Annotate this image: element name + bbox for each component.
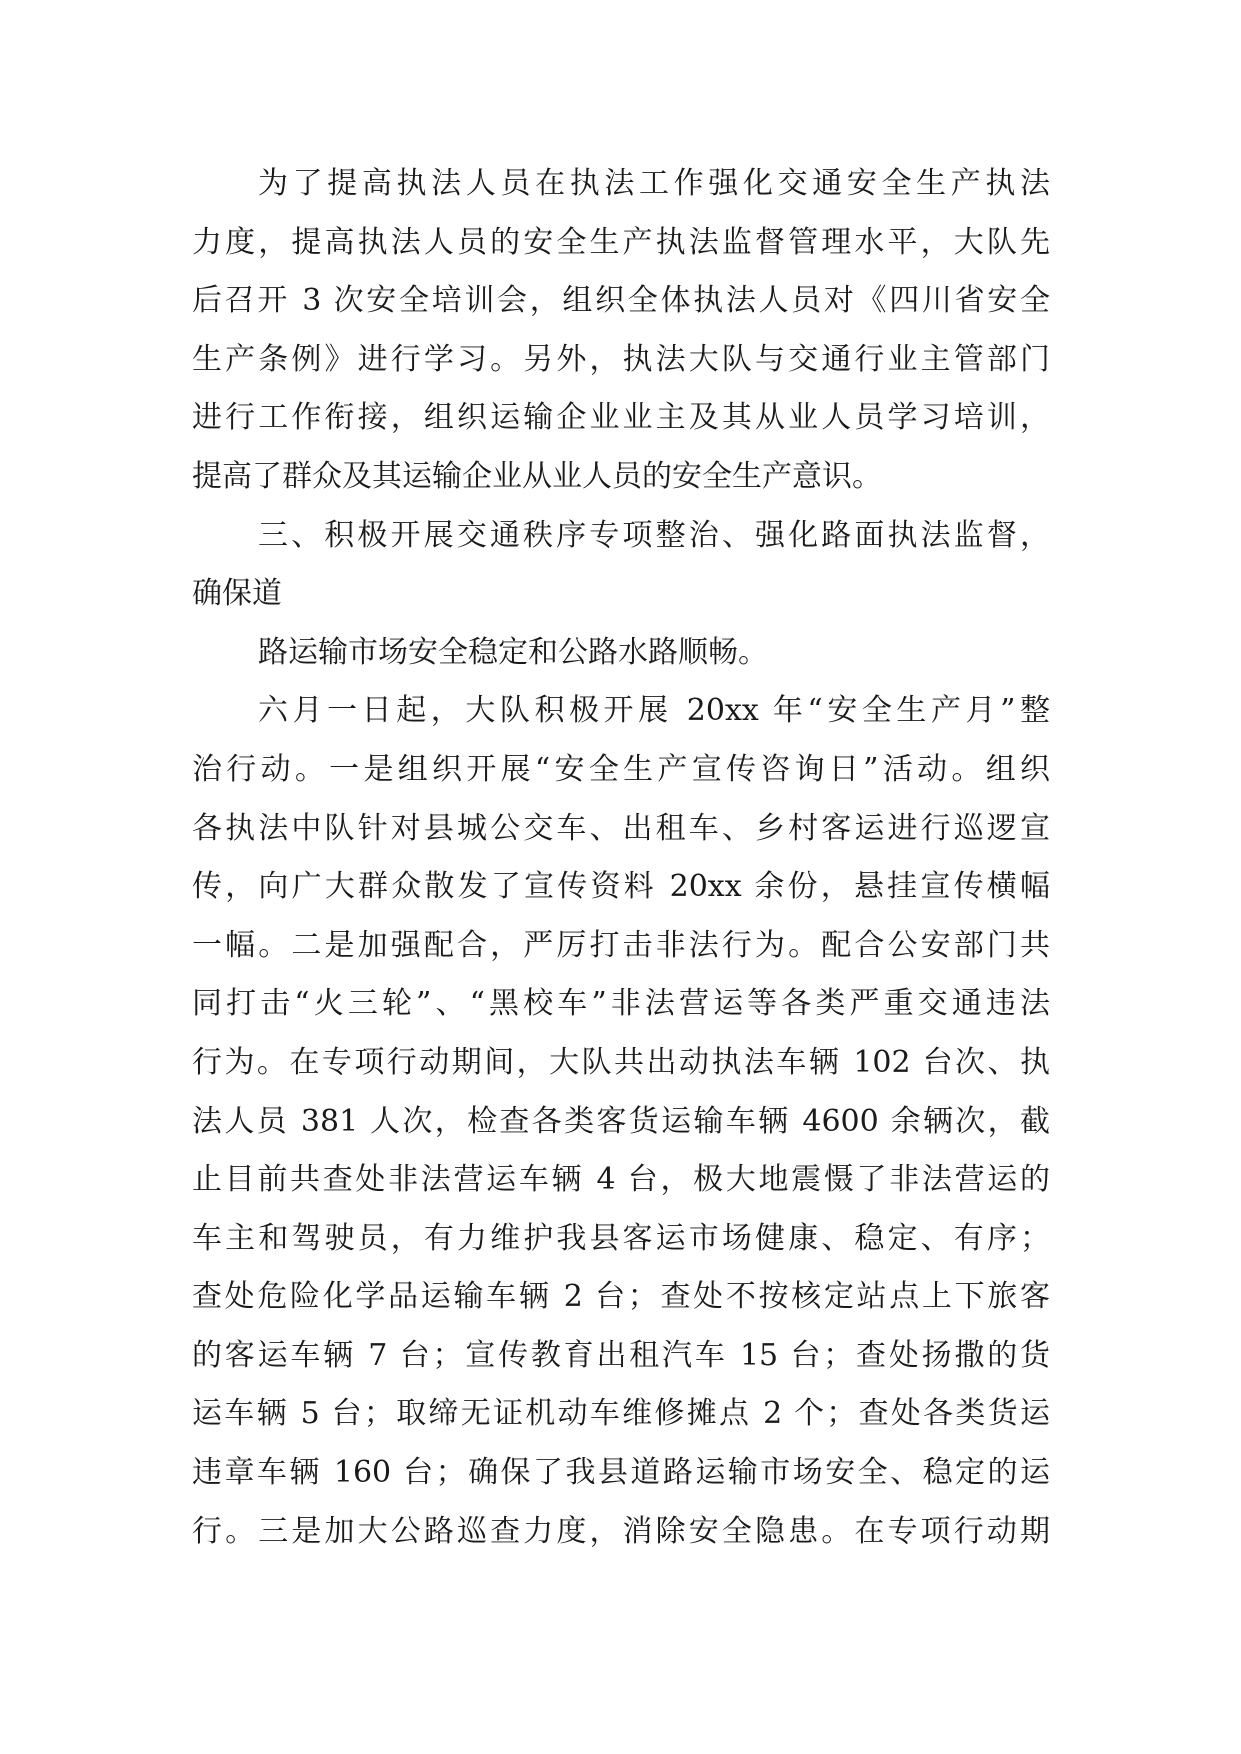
text-line: 违章车辆 160 台；确保了我县道路运输市场安全、稳定的运	[192, 1455, 1050, 1491]
text-line: 各执法中队针对县城公交车、出租车、乡村客运进行巡逻宣	[192, 810, 1050, 846]
text-line: 后召开 3 次安全培训会，组织全体执法人员对《四川省安全	[192, 283, 1050, 319]
text-line: 查处危险化学品运输车辆 2 台；查处不按核定站点上下旅客	[192, 1279, 1050, 1315]
text-line: 一幅。二是加强配合，严厉打击非法行为。配合公安部门共	[192, 927, 1050, 963]
text-line: 路运输市场安全稳定和公路水路顺畅。	[258, 634, 768, 670]
text-line: 的客运车辆 7 台；宣传教育出租汽车 15 台；查处扬撒的货	[192, 1337, 1050, 1373]
text-line: 运车辆 5 台；取缔无证机动车维修摊点 2 个；查处各类货运	[192, 1396, 1050, 1432]
text-line: 确保道	[192, 576, 282, 612]
text-line: 三、积极开展交通秩序专项整治、强化路面执法监督，	[258, 517, 1050, 553]
text-line: 法人员 381 人次，检查各类客货运输车辆 4600 余辆次，截	[192, 1103, 1050, 1139]
text-line: 六月一日起，大队积极开展 20xx 年“安全生产月”整	[258, 693, 1050, 729]
text-line: 传，向广大群众散发了宣传资料 20xx 余份，悬挂宣传横幅	[192, 869, 1050, 905]
text-line: 止目前共查处非法营运车辆 4 台，极大地震慑了非法营运的	[192, 1162, 1050, 1198]
text-line: 同打击“火三轮”、“黑校车”非法营运等各类严重交通违法	[192, 986, 1050, 1022]
text-line: 提高了群众及其运输企业从业人员的安全生产意识。	[192, 458, 882, 494]
text-line: 治行动。一是组织开展“安全生产宣传咨询日”活动。组织	[192, 751, 1050, 787]
text-line: 车主和驾驶员，有力维护我县客运市场健康、稳定、有序；	[192, 1220, 1050, 1256]
text-line: 力度，提高执法人员的安全生产执法监督管理水平，大队先	[192, 224, 1050, 260]
text-line: 行。三是加大公路巡查力度，消除安全隐患。在专项行动期	[192, 1513, 1050, 1549]
text-line: 进行工作衔接，组织运输企业业主及其从业人员学习培训，	[192, 400, 1050, 436]
text-line: 行为。在专项行动期间，大队共出动执法车辆 102 台次、执	[192, 1044, 1050, 1080]
text-line: 为了提高执法人员在执法工作强化交通安全生产执法	[258, 166, 1050, 201]
document-body	[192, 155, 1050, 1561]
text-line: 生产条例》进行学习。另外，执法大队与交通行业主管部门	[192, 341, 1050, 377]
